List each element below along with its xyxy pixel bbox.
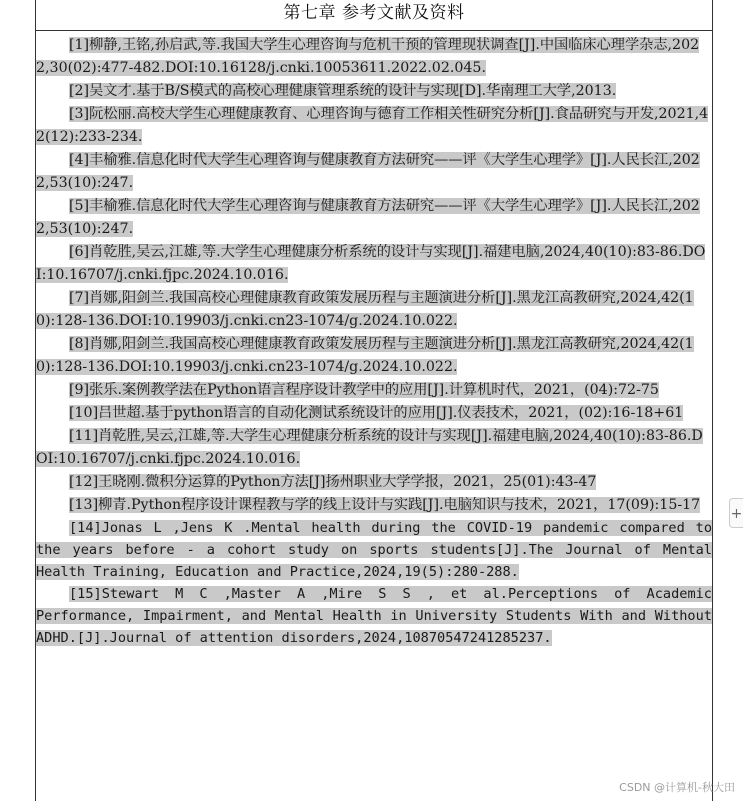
reference-item <box>36 241 712 287</box>
reference-text: [13]柳青.Python程序设计课程教与学的线上设计与实践[J].电脑知识与技术，2021，17(09):15-17 <box>69 497 701 513</box>
reference-item <box>36 103 712 149</box>
reference-item <box>36 195 712 241</box>
reference-text: [15]Stewart M C ,Master A ,Mire S S , et al.Perceptions of Academic Performance, Impairment, and Mental Health in University Students With and Without ADHD.[J].Journal of attention disorders,2024,10870547241285237. <box>36 586 712 646</box>
reference-text: [1]柳静,王铭,孙启武,等.我国大学生心理咨询与危机干预的管理现状调查[J].中国临床心理学杂志,2022,30(02):477-482.DOI:10.16128/j.cnki.10053611.2022.02.045. <box>36 37 700 76</box>
reference-item <box>36 471 712 494</box>
reference-text: [8]肖娜,阳剑兰.我国高校心理健康教育政策发展历程与主题演进分析[J].黑龙江高教研究,2024,42(10):128-136.DOI:10.19903/j.cnki.cn23-1074/g.2024.10.022. <box>36 336 694 375</box>
reference-text: [2]吴文才.基于B/S模式的高校心理健康管理系统的设计与实现[D].华南理工大学,2013. <box>69 83 617 99</box>
reference-item <box>36 583 712 649</box>
reference-item <box>36 379 712 402</box>
reference-text: [7]肖娜,阳剑兰.我国高校心理健康教育政策发展历程与主题演进分析[J].黑龙江高教研究,2024,42(10):128-136.DOI:10.19903/j.cnki.cn23-1074/g.2024.10.022. <box>36 290 694 329</box>
reference-list <box>36 34 712 649</box>
reference-item <box>36 425 712 471</box>
reference-item <box>36 517 712 583</box>
reference-text: [6]肖乾胜,吴云,江雄,等.大学生心理健康分析系统的设计与实现[J].福建电脑,2024,40(10):83-86.DOI:10.16707/j.cnki.fjpc.2024.10.016. <box>36 244 706 283</box>
reference-item <box>36 333 712 379</box>
reference-text: [14]Jonas L ,Jens K .Mental health during the COVID-19 pandemic compared to the years before - a cohort study on sports students[J].The Journal of Mental Health Training, Education and Practice,2024,19(5):280-288. <box>36 520 712 580</box>
reference-item <box>36 80 712 103</box>
watermark: CSDN @计算机-秋大田 <box>619 781 735 794</box>
reference-item <box>36 34 712 80</box>
reference-text: [3]阮松丽.高校大学生心理健康教育、心理咨询与德育工作相关性研究分析[J].食品研究与开发,2021,42(12):233-234. <box>36 106 709 145</box>
reference-item <box>36 149 712 195</box>
expand-panel-button[interactable]: + <box>729 498 743 528</box>
reference-text: [9]张乐.案例教学法在Python语言程序设计教学中的应用[J].计算机时代，2021，(04):72-75 <box>69 382 659 398</box>
reference-item <box>36 402 712 425</box>
reference-text: [4]丰榆雅.信息化时代大学生心理咨询与健康教育方法研究——评《大学生心理学》[J].人民长江,2022,53(10):247. <box>36 152 700 191</box>
reference-text: [5]丰榆雅.信息化时代大学生心理咨询与健康教育方法研究——评《大学生心理学》[J].人民长江,2022,53(10):247. <box>36 198 700 237</box>
reference-text: [12]王晓刚.微积分运算的Python方法[J]扬州职业大学学报，2021，25(01):43-47 <box>69 474 597 490</box>
reference-text: [10]吕世超.基于python语言的自动化测试系统设计的应用[J].仪表技术，2021，(02):16-18+61 <box>69 405 684 421</box>
reference-text: [11]肖乾胜,吴云,江雄,等.大学生心理健康分析系统的设计与实现[J].福建电脑,2024,40(10):83-86.DOI:10.16707/j.cnki.fjpc.2024.10.016. <box>36 428 703 467</box>
header-divider <box>35 30 713 31</box>
reference-item <box>36 287 712 333</box>
chapter-title: 第七章 参考文献及资料 <box>283 3 465 23</box>
reference-item <box>36 494 712 517</box>
